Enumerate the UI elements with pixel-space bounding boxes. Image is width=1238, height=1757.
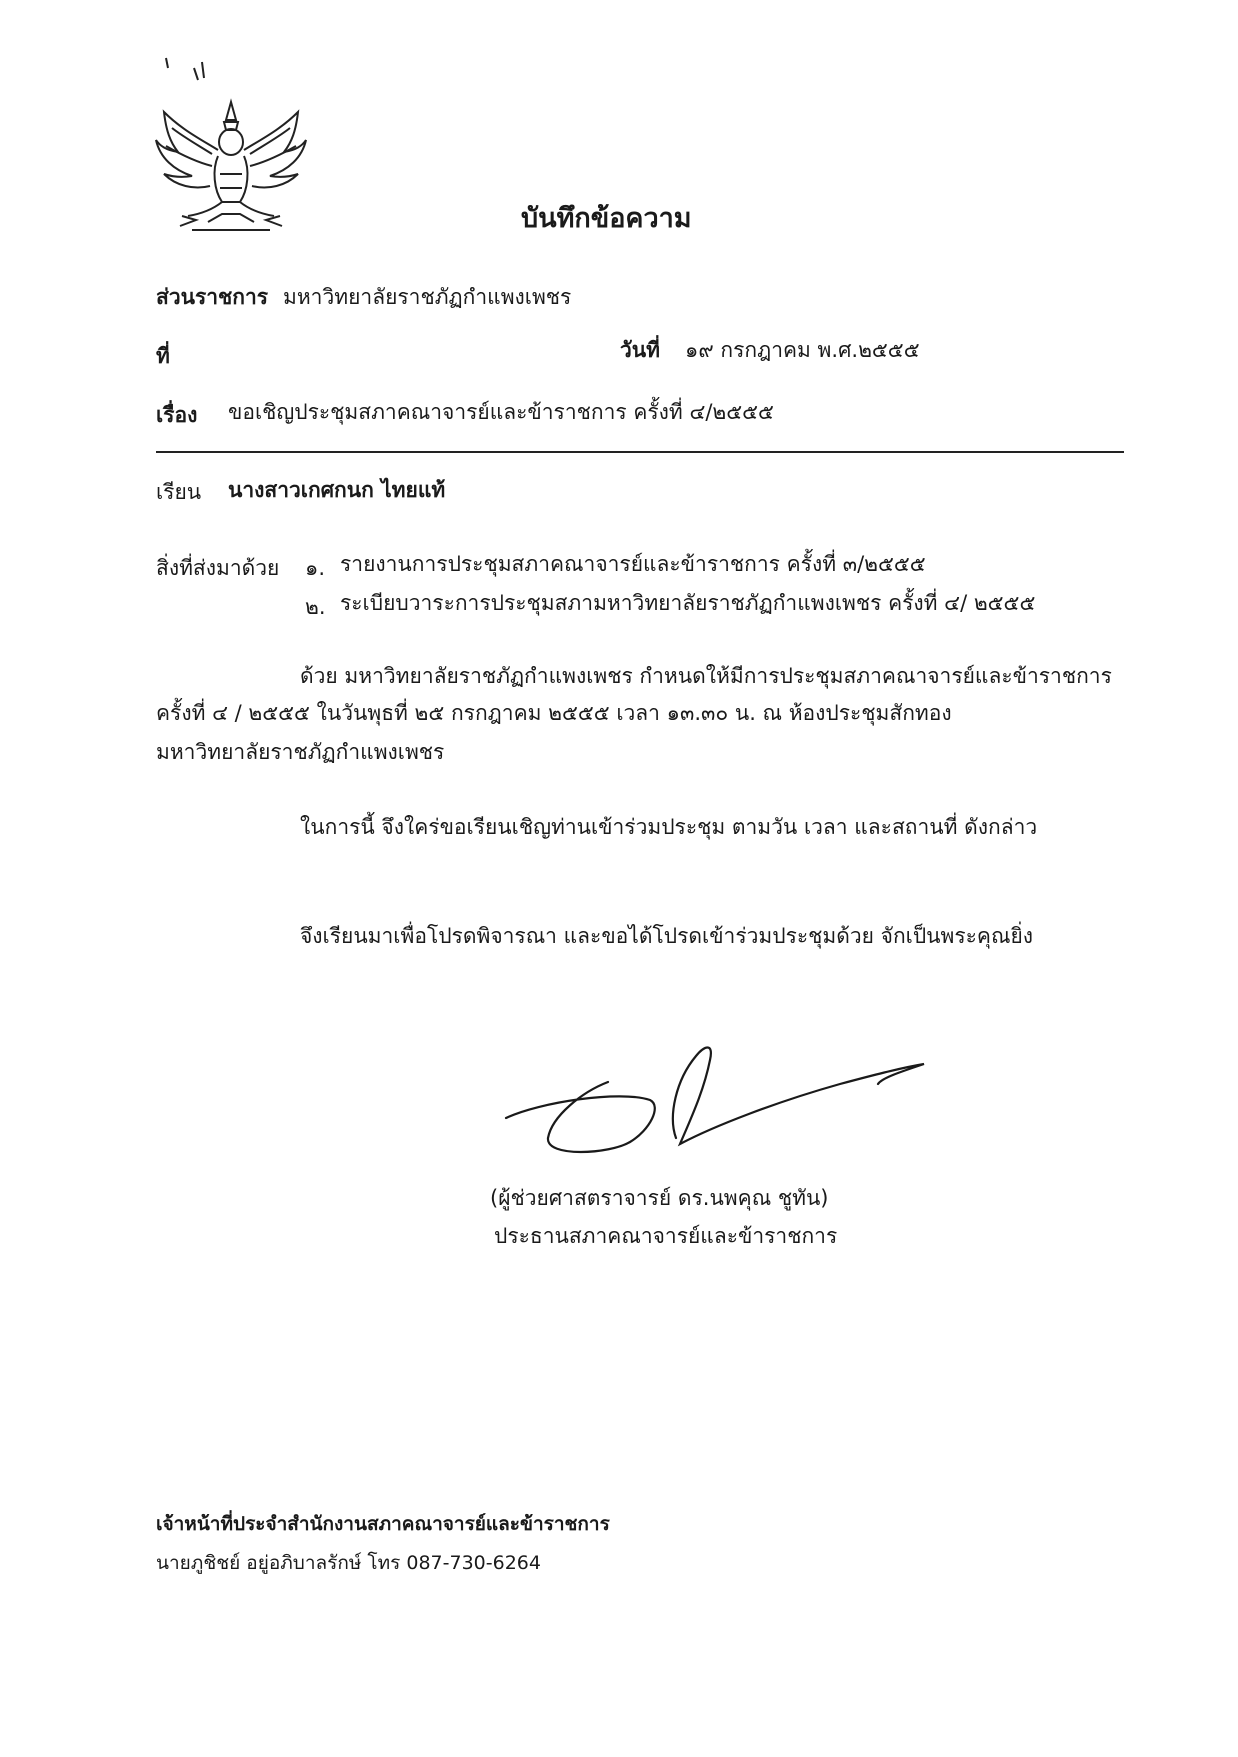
body-paragraph-2: ในการนี้ จึงใคร่ขอเรียนเชิญท่านเข้าร่วมประชุม ตามวัน เวลา และสถานที่ ดังกล่าว xyxy=(300,815,1038,839)
garuda-emblem-icon xyxy=(152,50,310,238)
signer-position: ประธานสภาคณาจารย์และข้าราชการ xyxy=(494,1224,838,1248)
subject-label: เรื่อง xyxy=(156,403,198,427)
body-paragraph-1-line-2: ครั้งที่ ๔ / ๒๕๕๕ ในวันพุธที่ ๒๕ กรกฎาคม ๒๕๕๕ เวลา ๑๓.๓๐ น. ณ ห้องประชุมสักทอง xyxy=(156,701,952,725)
to-label: เรียน xyxy=(156,480,202,504)
attachment-2-number: ๒. xyxy=(305,595,326,619)
handwritten-signature xyxy=(500,1020,930,1170)
contact-line: นายภูชิชย์ อยู่อภิบาลรักษ์ โทร 087-730-6264 xyxy=(156,1552,541,1574)
header-divider xyxy=(156,451,1124,453)
body-paragraph-1-line-1: ด้วย มหาวิทยาลัยราชภัฏกำแพงเพชร กำหนดให้มีการประชุมสภาคณาจารย์และข้าราชการ xyxy=(300,664,1112,688)
attachments-label: สิ่งที่ส่งมาด้วย xyxy=(156,556,280,580)
agency-value: มหาวิทยาลัยราชภัฏกำแพงเพชร xyxy=(283,285,572,309)
attachment-1-text: รายงานการประชุมสภาคณาจารย์และข้าราชการ ครั้งที่ ๓/๒๕๕๕ xyxy=(340,552,926,576)
attachment-1-number: ๑. xyxy=(305,556,326,580)
agency-label: ส่วนราชการ xyxy=(156,285,269,309)
attachment-2-text: ระเบียบวาระการประชุมสภามหาวิทยาลัยราชภัฏกำแพงเพชร ครั้งที่ ๔/ ๒๕๕๕ xyxy=(340,591,1036,615)
date-value: ๑๙ กรกฎาคม พ.ศ.๒๕๕๕ xyxy=(685,338,920,362)
body-paragraph-1-line-3: มหาวิทยาลัยราชภัฏกำแพงเพชร xyxy=(156,740,445,764)
subject-value: ขอเชิญประชุมสภาคณาจารย์และข้าราชการ ครั้งที่ ๔/๒๕๕๕ xyxy=(228,400,774,424)
contact-heading: เจ้าหน้าที่ประจำสำนักงานสภาคณาจารย์และข้าราชการ xyxy=(156,1513,610,1535)
document-title: บันทึกข้อความ xyxy=(521,203,692,234)
reference-label: ที่ xyxy=(156,344,170,368)
body-paragraph-3: จึงเรียนมาเพื่อโปรดพิจารณา และขอได้โปรดเข้าร่วมประชุมด้วย จักเป็นพระคุณยิ่ง xyxy=(300,924,1034,948)
date-label: วันที่ xyxy=(620,338,660,362)
to-value: นางสาวเกศกนก ไทยแท้ xyxy=(228,478,446,502)
signer-name: (ผู้ช่วยศาสตราจารย์ ดร.นพคุณ ชูทัน) xyxy=(490,1186,829,1210)
